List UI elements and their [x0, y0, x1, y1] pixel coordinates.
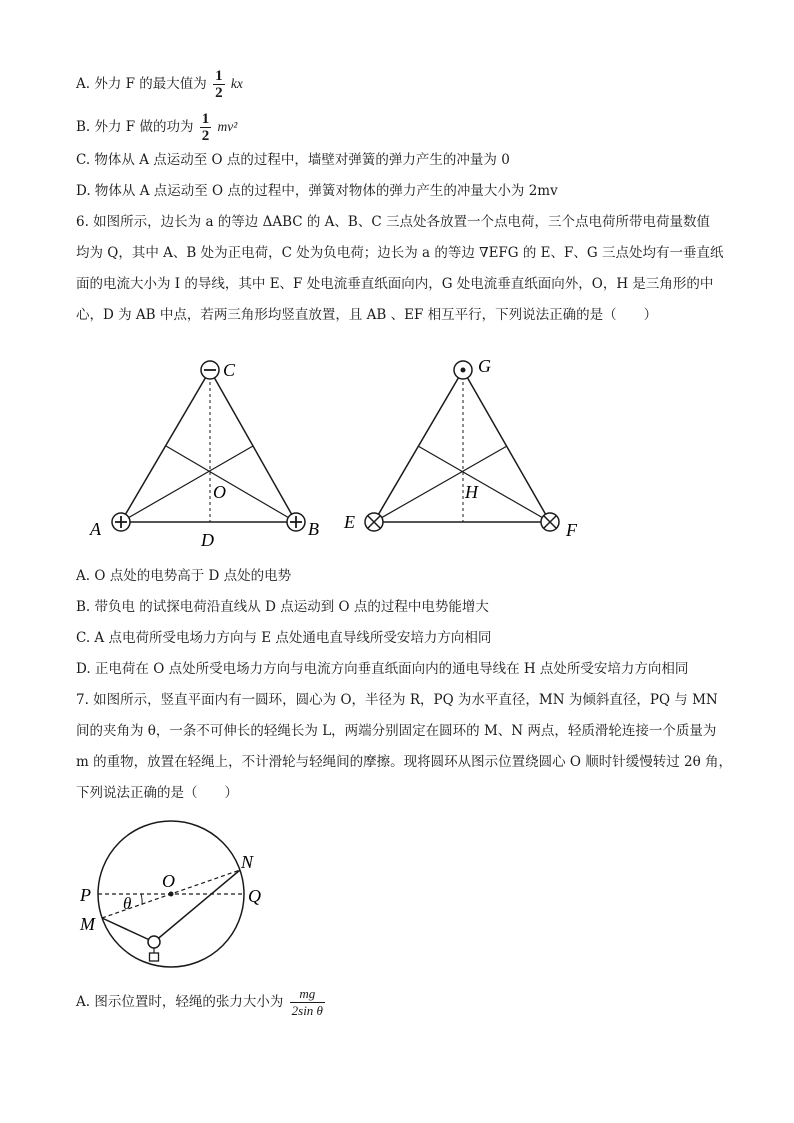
pulley-icon: [148, 936, 160, 948]
question-6-line-3: 面的电流大小为 I 的导线，其中 E、F 处电流垂直纸面向内，G 处电流垂直纸面向外，O，H 是三角形的中: [76, 276, 714, 292]
fraction-denominator: 2sin θ: [291, 1003, 323, 1018]
rope-segment-m: [102, 918, 154, 942]
option-7a: [76, 986, 327, 1019]
option-5c: C. 物体从 A 点运动至 O 点的过程中，墙壁对弹簧的弹力产生的冲量为 0: [76, 152, 510, 168]
option-5d: D. 物体从 A 点运动至 O 点的过程中，弹簧对物体的弹力产生的冲量大小为 2mv: [76, 183, 558, 199]
option-7a-text: A. 图示位置时，轻绳的张力大小为: [76, 994, 284, 1010]
question-7-line-2: 间的夹角为 θ，一条不可伸长的轻绳长为 L，两端分别固定在圆环的 M、N 两点，轻质滑轮连接一个质量为: [76, 723, 717, 739]
tension-fraction: [290, 986, 325, 1019]
option-5b-expr: mv²: [217, 119, 238, 134]
label-b: B: [308, 519, 319, 539]
label-p: P: [80, 885, 91, 905]
option-6d: D. 正电荷在 O 点处所受电场力方向与电流方向垂直纸面向内的通电导线在 H 点处所受安培力方向相同: [76, 661, 689, 677]
center-point: [169, 892, 174, 897]
label-a: A: [90, 519, 101, 539]
option-5a-expr: kx: [230, 76, 243, 91]
fraction-denominator: 2: [215, 85, 223, 101]
fraction-numerator: 1: [215, 68, 223, 84]
label-g: G: [478, 356, 491, 376]
question-7-line-1: 7. 如图所示，竖直平面内有一圆环，圆心为 O，半径为 R，PQ 为水平直径，MN 为倾斜直径，PQ 与 MN: [76, 692, 718, 708]
fraction-denominator: 2: [201, 128, 210, 144]
option-6c: C. A 点电荷所受电场力方向与 E 点处通电直导线所受安培力方向相同: [76, 630, 492, 646]
label-d: D: [201, 530, 214, 550]
option-6b: B. 带负电 的试探电荷沿直线从 D 点运动到 O 点的过程中电势能增大: [76, 599, 489, 615]
label-o: O: [162, 871, 175, 891]
label-e: E: [344, 512, 355, 532]
label-o: O: [213, 482, 226, 502]
question-7-line-4: 下列说法正确的是（ ）: [76, 785, 238, 801]
question-6-line-2: 均为 Q，其中 A、B 处为正电荷，C 处为负电荷；边长为 a 的等边 ∇EFG 的 E、F、G 三点处均有一垂直纸: [76, 245, 724, 261]
option-5b-text: B. 外力 F 做的功为: [76, 119, 194, 135]
label-q: Q: [248, 886, 261, 906]
label-c: C: [223, 360, 236, 380]
option-5a-text: A. 外力 F 的最大值为: [76, 76, 207, 92]
angle-arc: [141, 894, 142, 905]
label-n: N: [241, 852, 254, 872]
option-6a: A. O 点处的电势高于 D 点处的电势: [76, 568, 292, 584]
fraction-numerator: 1: [201, 111, 210, 127]
question-6-line-4: 心，D 为 AB 中点，若两三角形均竖直放置，且 AB 、EF 相互平行，下列说法正确的是（ ）: [76, 307, 658, 323]
label-h: H: [465, 482, 478, 502]
label-m: M: [80, 914, 95, 934]
question-6-line-1: 6. 如图所示，边长为 a 的等边 ΔABC 的 A、B、C 三点处各放置一个点电荷，三个点电荷所带电荷量数值: [76, 214, 710, 230]
label-f: F: [566, 520, 577, 540]
weight-block: [150, 953, 159, 961]
question-7-line-3: m 的重物，放置在轻绳上，不计滑轮与轻绳间的摩擦。现将圆环从图示位置绕圆心 O 顺时针缓慢转过 2θ 角，: [76, 754, 733, 770]
label-theta: θ: [123, 894, 132, 913]
fraction-numerator: mg: [290, 986, 325, 1003]
